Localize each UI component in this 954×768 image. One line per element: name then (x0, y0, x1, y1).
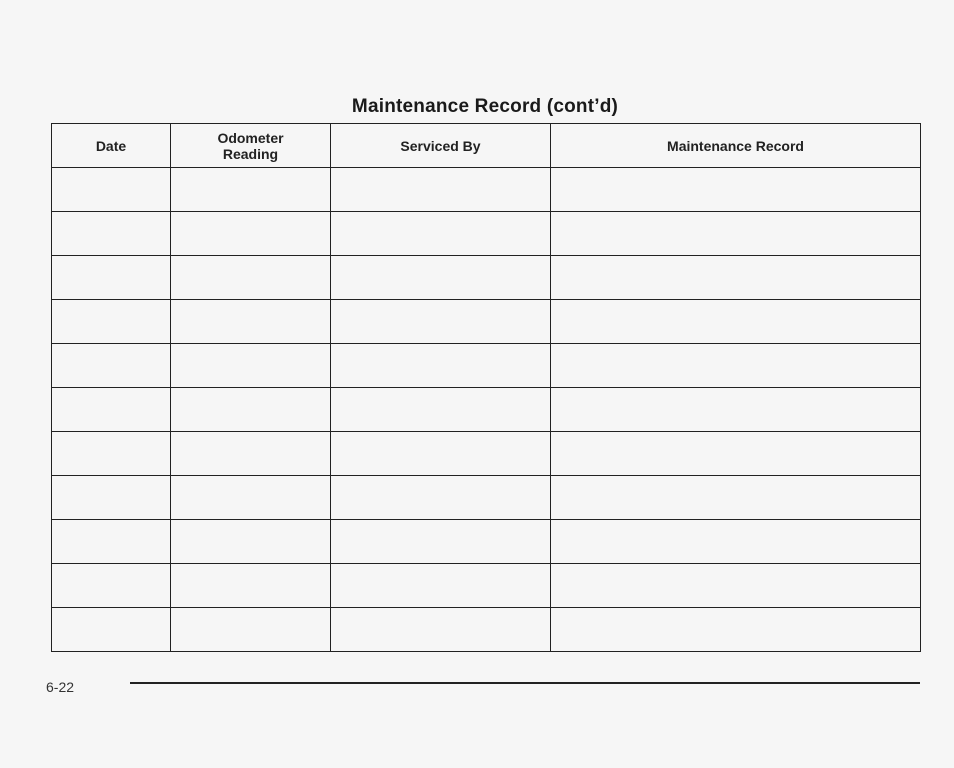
date-cell[interactable] (52, 256, 171, 300)
table-row (52, 432, 921, 476)
page-title: Maintenance Record (cont’d) (351, 96, 619, 117)
odometer-reading-cell[interactable] (171, 520, 331, 564)
odometer-reading-cell[interactable] (171, 432, 331, 476)
date-cell[interactable] (52, 344, 171, 388)
date-cell[interactable] (52, 476, 171, 520)
maintenance-record-cell[interactable] (551, 608, 921, 652)
maintenance-record-table (51, 123, 921, 652)
header-row (52, 124, 921, 168)
date-cell[interactable] (52, 520, 171, 564)
serviced-by-cell[interactable] (331, 212, 551, 256)
table-row (52, 212, 921, 256)
date-cell[interactable] (52, 608, 171, 652)
maintenance-record-cell[interactable] (551, 476, 921, 520)
column-header-serviced-by: Serviced By (331, 124, 551, 168)
maintenance-record-cell[interactable] (551, 344, 921, 388)
table-row (52, 256, 921, 300)
date-cell[interactable] (52, 388, 171, 432)
odometer-reading-cell[interactable] (171, 256, 331, 300)
record-rows (52, 168, 921, 652)
column-header-odometer-reading: Odometer Reading (171, 124, 331, 168)
odometer-reading-cell[interactable] (171, 564, 331, 608)
maintenance-record-cell[interactable] (551, 520, 921, 564)
odometer-reading-cell[interactable] (171, 388, 331, 432)
odometer-reading-cell[interactable] (171, 608, 331, 652)
serviced-by-cell[interactable] (331, 564, 551, 608)
table-row (52, 344, 921, 388)
table-row (52, 564, 921, 608)
table-row (52, 300, 921, 344)
serviced-by-cell[interactable] (331, 344, 551, 388)
date-cell[interactable] (52, 212, 171, 256)
column-header-maintenance-record: Maintenance Record (551, 124, 921, 168)
maintenance-record-cell[interactable] (551, 300, 921, 344)
table-row (52, 168, 921, 212)
serviced-by-cell[interactable] (331, 432, 551, 476)
maintenance-record-cell[interactable] (551, 212, 921, 256)
table-row (52, 476, 921, 520)
table-row (52, 388, 921, 432)
table-row (52, 520, 921, 564)
odometer-reading-cell[interactable] (171, 300, 331, 344)
date-cell[interactable] (52, 168, 171, 212)
serviced-by-cell[interactable] (331, 388, 551, 432)
page-number: 6-22 (46, 679, 75, 695)
odometer-reading-cell[interactable] (171, 212, 331, 256)
serviced-by-cell[interactable] (331, 476, 551, 520)
odometer-reading-cell[interactable] (171, 344, 331, 388)
serviced-by-cell[interactable] (331, 300, 551, 344)
column-header-date: Date (52, 124, 171, 168)
maintenance-record-cell[interactable] (551, 168, 921, 212)
odometer-reading-cell[interactable] (171, 476, 331, 520)
serviced-by-cell[interactable] (331, 168, 551, 212)
serviced-by-cell[interactable] (331, 608, 551, 652)
date-cell[interactable] (52, 564, 171, 608)
table-row (52, 608, 921, 652)
maintenance-record-cell[interactable] (551, 432, 921, 476)
odometer-reading-cell[interactable] (171, 168, 331, 212)
maintenance-record-cell[interactable] (551, 388, 921, 432)
maintenance-record-cell[interactable] (551, 256, 921, 300)
footer-rule (130, 682, 920, 684)
maintenance-record-cell[interactable] (551, 564, 921, 608)
date-cell[interactable] (52, 432, 171, 476)
serviced-by-cell[interactable] (331, 520, 551, 564)
date-cell[interactable] (52, 300, 171, 344)
serviced-by-cell[interactable] (331, 256, 551, 300)
